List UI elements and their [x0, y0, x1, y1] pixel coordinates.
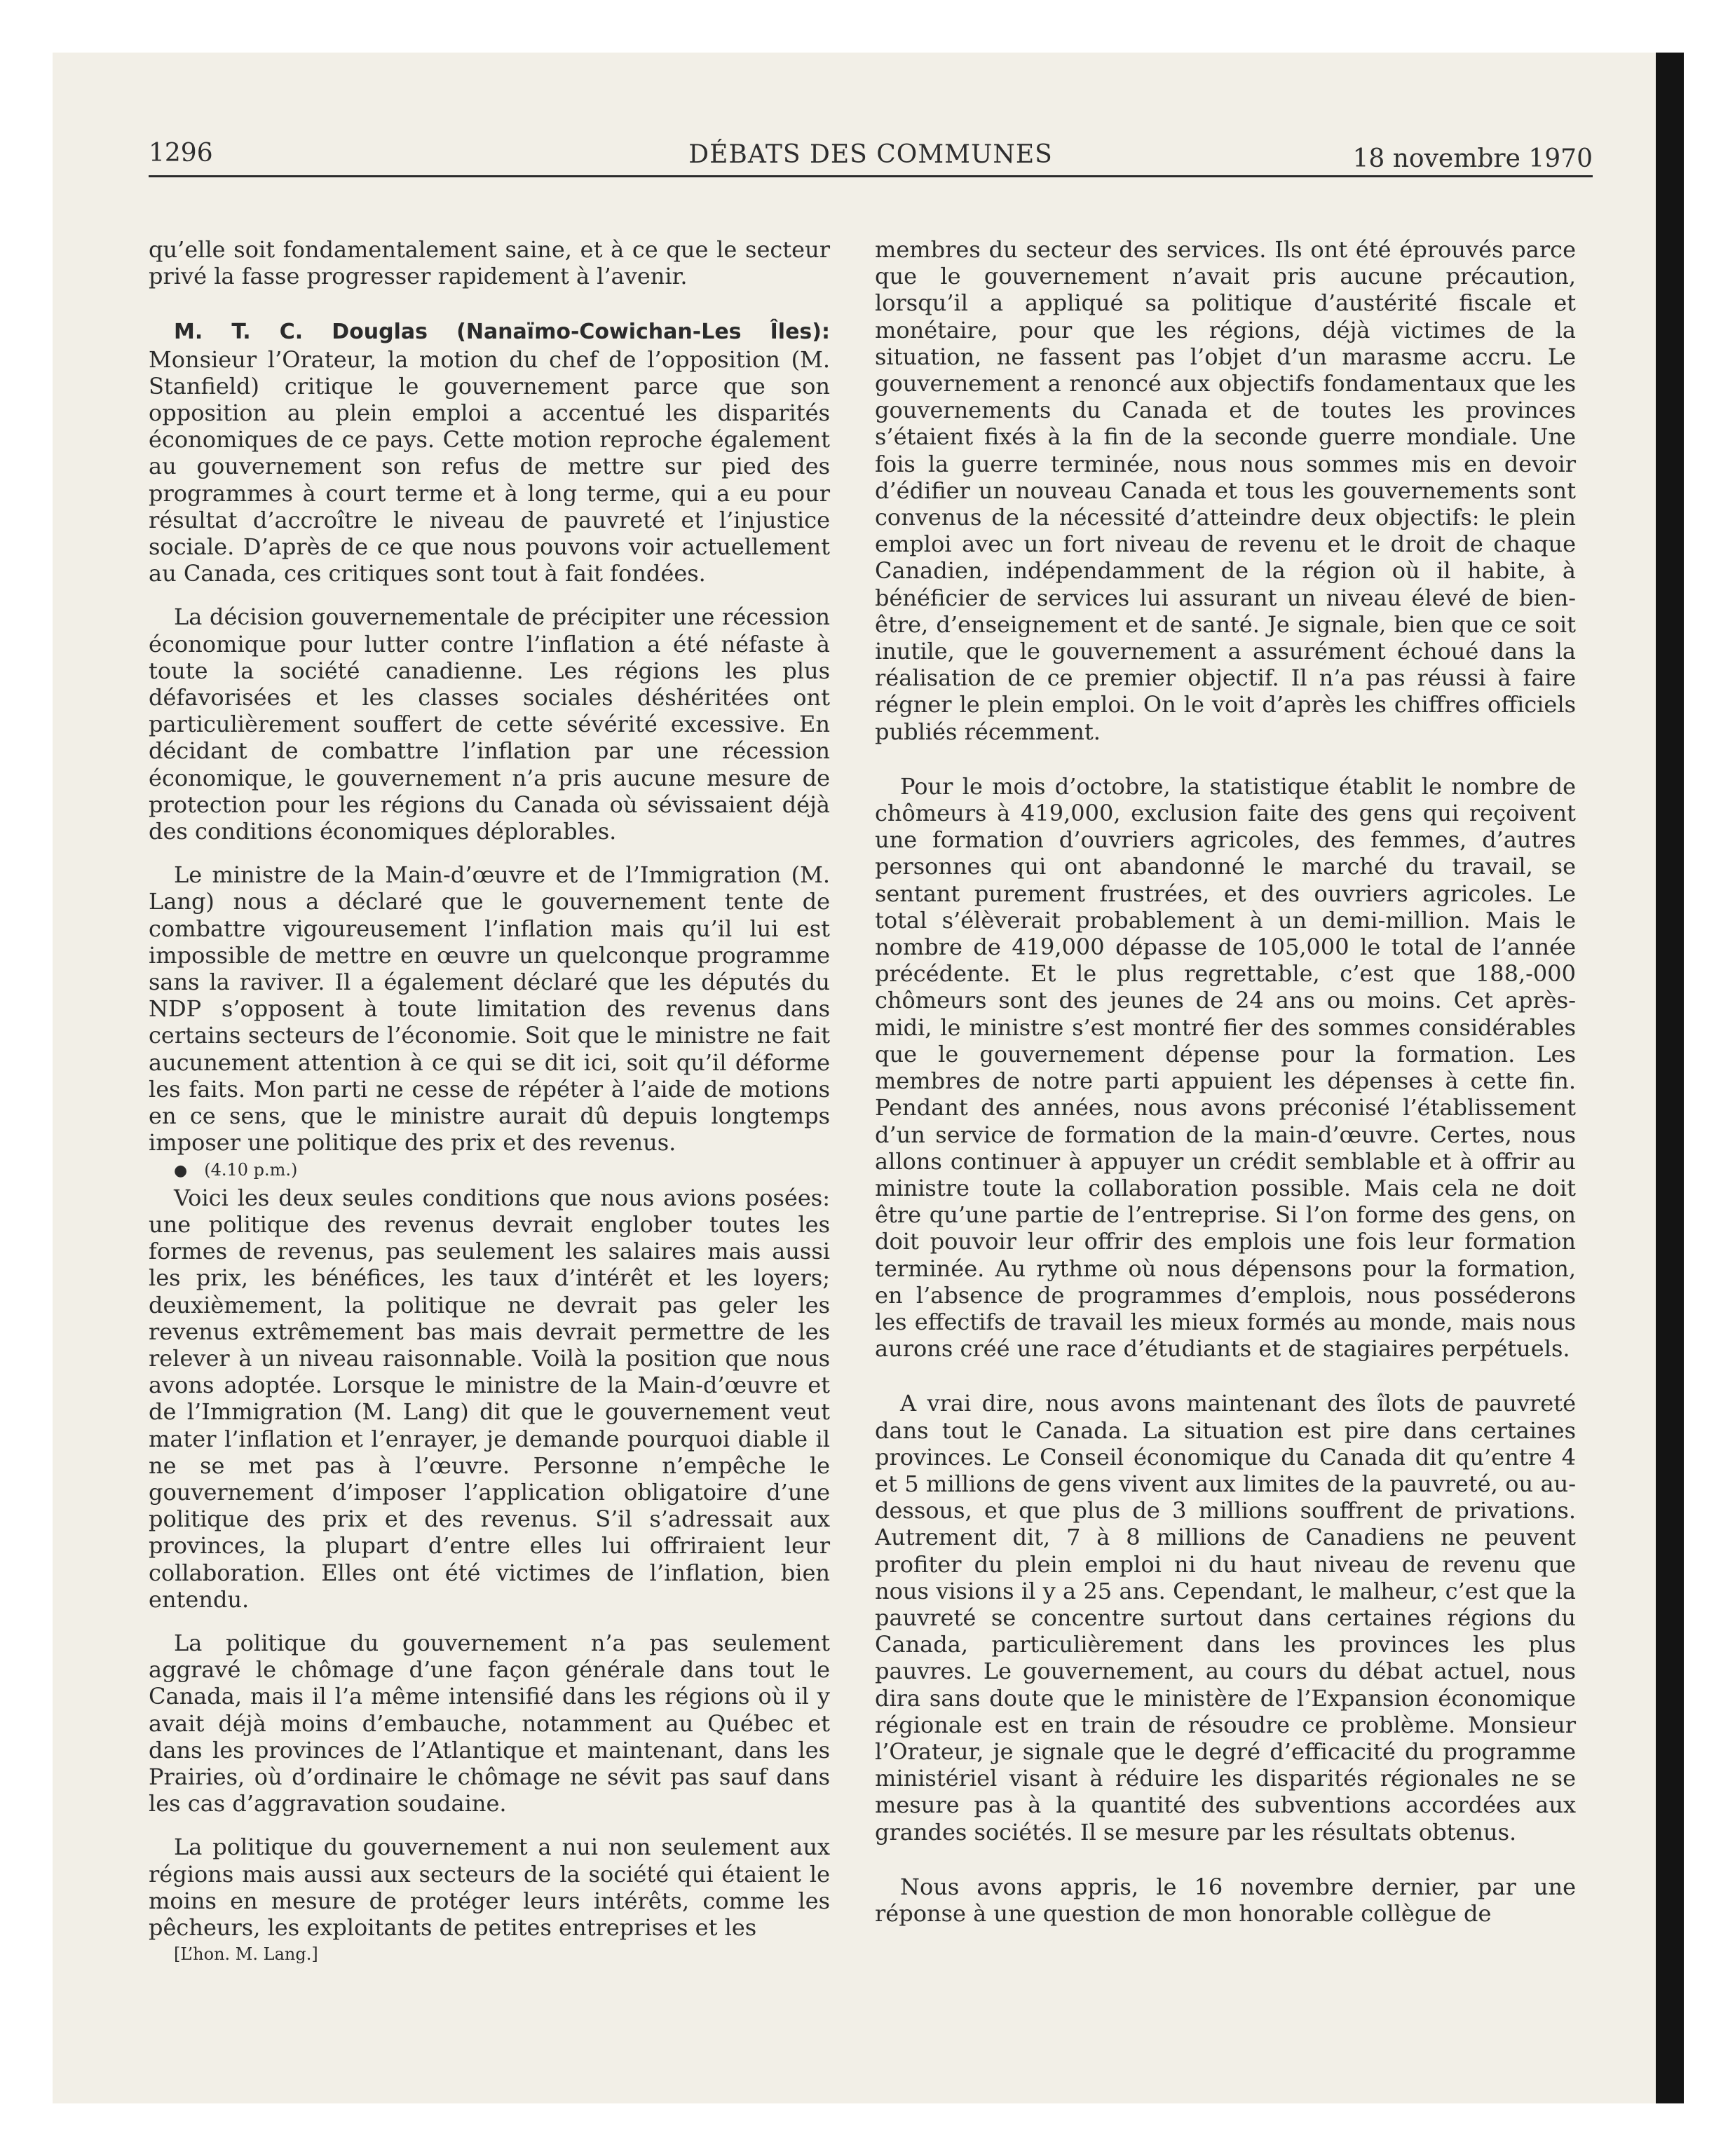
- paragraph: La politique du gouvernement n’a pas seulement aggravé le chômage d’une façon générale dans tout le Canada, mais il l’a même intensifié dans les régions où il y avait déjà moins d’embauche, notamment au Québec et dans les provinces de l’Atlantique et maintenant, dans les Prairies, où d’ordinaire le chômage ne sévit pas sauf dans les cas d’aggravation soudaine.: [149, 1629, 830, 1817]
- paragraph: Nous avons appris, le 16 novembre dernier, par une réponse à une question de mon honorable collègue de: [875, 1873, 1576, 1927]
- bullet-icon: ●: [174, 1161, 188, 1180]
- scan-edge-bar: [1656, 53, 1684, 2103]
- speaker-text: Monsieur l’Orateur, la motion du chef de l’opposition (M. Stanfield) critique le gouvernement parce que son opposition au plein emploi a accentué les disparités économiques de ce pays. Cette motion reproche également au gouvernement son refus de mettre sur pied des programmes à court terme et à long terme, qui a eu pour résultat d’accroître le niveau de pauvreté et l’injustice sociale. D’après de ce que nous pouvons voir actuellement au Canada, ces critiques sont tout à fait fondées.: [149, 346, 830, 587]
- left-column: [149, 236, 830, 1967]
- publication-title: DÉBATS DES COMMUNES: [688, 140, 1053, 169]
- paragraph: Pour le mois d’octobre, la statistique établit le nombre de chômeurs à 419,000, exclusion faite des gens qui reçoivent une formation d’ouvriers agricoles, des femmes, d’autres personnes qui ont abandonné le marché du travail, se sentant purement frustrées, et des ouvriers agricoles. Le total s’élèverait probablement à un demi-million. Mais le nombre de 419,000 dépasse de 105,000 le total de l’année précédente. Et le plus regrettable, c’est que 188,-000 chômeurs sont des jeunes de 24 ans ou moins. Cet après-midi, le ministre s’est montré fier des sommes considérables que le gouvernement dépense pour la formation. Les membres de notre parti appuient les dépenses à cette fin. Pendant des années, nous avons préconisé l’établissement d’un service de formation de la main-d’œuvre. Certes, nous allons continuer à appuyer un crédit semblable et à offrir au ministre toute la collaboration possible. Mais cela ne doit être qu’une partie de l’entreprise. Si l’on forme des gens, on doit pouvoir leur offrir des emplois une fois leur formation terminée. Au rythme où nous dépensons pour la formation, en l’absence de programmes d’emplois, nous posséderons les effectifs de travail les mieux formés au monde, mais nous aurons créé une race d’étudiants et de stagiaires perpétuels.: [875, 772, 1576, 1363]
- paragraph: Le ministre de la Main-d’œuvre et de l’Immigration (M. Lang) nous a déclaré que le gouvernement tente de combattre vigoureusement l’inflation mais qu’il lui est impossible de mettre en œuvre un quelconque programme sans la raviver. Il a également déclaré que les députés du NDP s’opposent à toute limitation des revenus dans certains secteurs de l’économie. Soit que le ministre ne fait aucunement attention à ce qui se dit ici, soit qu’il déforme les faits. Mon parti ne cesse de répéter à l’aide de motions en ce sens, que le ministre aurait dû depuis longtemps imposer une politique des prix et des revenus.: [149, 861, 830, 1157]
- right-column: [875, 236, 1576, 1927]
- paragraph: membres du secteur des services. Ils ont été éprouvés parce que le gouvernement n’avait pris aucune précaution, lorsqu’il a appliqué sa politique d’austérité fiscale et monétaire, pour que les régions, déjà victimes de la situation, ne fassent pas l’objet d’un marasme accru. Le gouvernement a renoncé aux objectifs fondamentaux que les gouvernements du Canada et de toutes les provinces s’étaient fixés à la fin de la seconde guerre mondiale. Une fois la guerre terminée, nous nous sommes mis en devoir d’édifier un nouveau Canada et tous les gouvernements sont convenus de la nécessité d’atteindre deux objectifs: le plein emploi avec un fort niveau de revenu et le droit de chaque Canadien, indépendamment de la région où il habite, à bénéficier de services lui assurant un niveau élevé de bien-être, d’enseignement et de santé. Je signale, bien que ce soit inutile, que le gouvernement a assurément échoué dans la réalisation de ce premier objectif. Il n’a pas réussi à faire régner le plein emploi. On le voit d’après les chiffres officiels publiés récemment.: [875, 236, 1576, 745]
- header-date: 18 novembre 1970: [1352, 144, 1593, 173]
- paragraph: La décision gouvernementale de précipiter une récession économique pour lutter contre l’inflation a été néfaste à toute la société canadienne. Les régions les plus défavorisées et les classes sociales déshéritées ont particulièrement souffert de cette sévérité excessive. En décidant de combattre l’inflation par une récession économique, le gouvernement n’a pris aucune mesure de protection pour les régions du Canada où sévissaient déjà des conditions économiques déplorables.: [149, 603, 830, 845]
- time-marker: [149, 1157, 830, 1185]
- page-number: 1296: [149, 139, 213, 168]
- page-header: [149, 139, 1593, 177]
- paragraph: La politique du gouvernement a nui non seulement aux régions mais aussi aux secteurs de la société qui étaient le moins en mesure de protéger leurs intérêts, comme les pêcheurs, les exploitants de petites entreprises et les: [149, 1834, 830, 1941]
- paragraph: Voici les deux seules conditions que nous avions posées: une politique des revenus devrait englober toutes les formes de revenus, pas seulement les salaires mais aussi les prix, les bénéfices, les taux d’intérêt et les loyers; deuxièmement, la politique ne devrait pas geler les revenus extrêmement bas mais devrait permettre de les relever à un niveau raisonnable. Voilà la position que nous avons adoptée. Lorsque le ministre de la Main-d’œuvre et de l’Immigration (M. Lang) dit que le gouvernement veut mater l’inflation et l’enrayer, je demande pourquoi diable il ne se met pas à l’œuvre. Personne n’empêche le gouvernement d’imposer l’application obligatoire d’une politique des prix et des revenus. S’il s’adressait aux provinces, la plupart d’entre elles lui offriraient leur collaboration. Elles ont été victimes de l’inflation, bien entendu.: [149, 1184, 830, 1613]
- speaker-name: M. T. C. Douglas (Nanaïmo-Cowichan-Les Îles):: [174, 320, 830, 345]
- speaker-paragraph: [149, 318, 830, 587]
- time-stamp: (4.10 p.m.): [204, 1159, 298, 1180]
- paragraph: qu’elle soit fondamentalement saine, et à ce que le secteur privé la fasse progresser rapidement à l’avenir.: [149, 236, 830, 290]
- speaker-footnote: [L’hon. M. Lang.]: [174, 1944, 318, 1965]
- paragraph: A vrai dire, nous avons maintenant des îlots de pauvreté dans tout le Canada. La situation est pire dans certaines provinces. Le Conseil économique du Canada dit qu’entre 4 et 5 millions de gens vivent aux limites de la pauvreté, ou au-dessous, et que plus de 3 millions souffrent de privations. Autrement dit, 7 à 8 millions de Canadiens ne peuvent profiter du plein emploi ni du haut niveau de revenu que nous visions il y a 25 ans. Cependant, le malheur, c’est que la pauvreté se concentre surtout dans certaines régions du Canada, particulièrement dans les provinces les plus pauvres. Le gouvernement, au cours du débat actuel, nous dira sans doute que le ministère de l’Expansion économique régionale est en train de résoudre ce problème. Monsieur l’Orateur, je signale que le degré d’efficacité du programme ministériel visant à réduire les disparités régionales ne se mesure pas à la quantité des subventions accordées aux grandes sociétés. Il se mesure par les résultats obtenus.: [875, 1390, 1576, 1845]
